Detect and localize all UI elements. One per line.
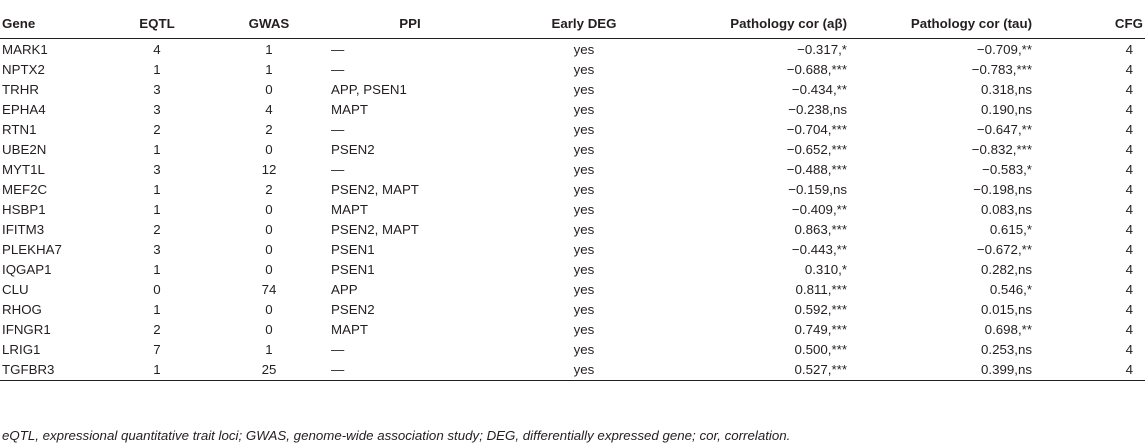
cell-cfg: 4 bbox=[1125, 241, 1133, 257]
cell-pathology-cor-tau: −0.198,ns bbox=[973, 181, 1032, 197]
table-row bbox=[0, 39, 1145, 60]
cell-eqtl: 1 bbox=[153, 181, 161, 197]
table-row bbox=[0, 320, 1145, 340]
cell-ppi: PSEN2, MAPT bbox=[331, 221, 419, 237]
cell-gwas: 12 bbox=[261, 161, 277, 177]
cell-early-deg: yes bbox=[573, 241, 595, 257]
header-pathology-cor-ab: Pathology cor (aβ) bbox=[679, 8, 847, 39]
cell-early-deg: yes bbox=[573, 342, 595, 358]
cell-pathology-cor-ab: −0.317,* bbox=[797, 41, 847, 57]
cell-early-deg: yes bbox=[573, 181, 595, 197]
cell-cfg: 4 bbox=[1125, 262, 1133, 278]
cell-eqtl: 2 bbox=[153, 221, 161, 237]
cell-ppi: APP bbox=[331, 282, 358, 298]
cell-ppi: PSEN1 bbox=[331, 262, 375, 278]
cell-pathology-cor-ab: −0.652,*** bbox=[786, 141, 847, 157]
cell-pathology-cor-tau: 0.253,ns bbox=[980, 342, 1032, 358]
cell-ppi: PSEN2, MAPT bbox=[331, 181, 419, 197]
header-ppi: PPI bbox=[331, 8, 489, 39]
cell-gene: CLU bbox=[2, 282, 29, 298]
cell-ppi: — bbox=[331, 121, 345, 137]
cell-ppi: — bbox=[331, 161, 345, 177]
header-cfg: CFG bbox=[1032, 8, 1145, 39]
cell-gene: IFNGR1 bbox=[2, 322, 51, 338]
cell-eqtl: 3 bbox=[153, 241, 161, 257]
cell-early-deg: yes bbox=[573, 121, 595, 137]
cell-eqtl: 2 bbox=[153, 121, 161, 137]
cell-pathology-cor-tau: 0.015,ns bbox=[980, 302, 1032, 318]
cell-gwas: 0 bbox=[265, 241, 273, 257]
cell-gene: MYT1L bbox=[2, 161, 45, 177]
cell-cfg: 4 bbox=[1125, 121, 1133, 137]
cell-eqtl: 1 bbox=[107, 360, 207, 381]
cell-gwas: 0 bbox=[265, 81, 273, 97]
cell-early-deg: yes bbox=[573, 262, 595, 278]
cell-pathology-cor-ab: 0.749,*** bbox=[794, 322, 847, 338]
cell-gene: MEF2C bbox=[2, 181, 48, 197]
cell-pathology-cor-ab: −0.238,ns bbox=[788, 101, 847, 117]
cell-gwas: 25 bbox=[207, 360, 331, 381]
cell-early-deg: yes bbox=[573, 221, 595, 237]
cell-ppi: — bbox=[331, 41, 345, 57]
cell-early-deg: yes bbox=[573, 81, 595, 97]
table-row bbox=[0, 340, 1145, 360]
table-row bbox=[0, 280, 1145, 300]
table-row bbox=[0, 139, 1145, 159]
cell-gwas: 2 bbox=[265, 121, 273, 137]
cell-pathology-cor-tau: 0.399,ns bbox=[847, 360, 1032, 381]
header-pathology-cor-tau: Pathology cor (tau) bbox=[847, 8, 1032, 39]
cell-gwas: 1 bbox=[265, 342, 273, 358]
cell-cfg: 4 bbox=[1125, 101, 1133, 117]
cell-eqtl: 1 bbox=[153, 262, 161, 278]
header-eqtl: EQTL bbox=[107, 8, 207, 39]
cell-cfg: 4 bbox=[1125, 81, 1133, 97]
cell-cfg: 4 bbox=[1125, 141, 1133, 157]
cell-pathology-cor-ab: 0.811,*** bbox=[795, 282, 847, 298]
cell-gwas: 4 bbox=[265, 101, 273, 117]
cell-pathology-cor-ab: −0.409,** bbox=[791, 201, 847, 217]
table-row bbox=[0, 179, 1145, 199]
cell-gene: RHOG bbox=[2, 302, 42, 318]
cell-early-deg: yes bbox=[489, 360, 679, 381]
cell-pathology-cor-tau: −0.583,* bbox=[982, 161, 1032, 177]
cell-gwas: 0 bbox=[265, 262, 273, 278]
cell-eqtl: 3 bbox=[153, 161, 161, 177]
cell-ppi: PSEN1 bbox=[331, 241, 375, 257]
cell-early-deg: yes bbox=[573, 61, 595, 77]
cell-gene: PLEKHA7 bbox=[2, 241, 62, 257]
cell-cfg: 4 bbox=[1125, 181, 1133, 197]
cell-pathology-cor-tau: 0.546,* bbox=[989, 282, 1032, 298]
cell-eqtl: 3 bbox=[153, 101, 161, 117]
table-row bbox=[0, 219, 1145, 239]
table-row bbox=[0, 59, 1145, 79]
cell-gwas: 0 bbox=[265, 322, 273, 338]
cell-gwas: 74 bbox=[261, 282, 277, 298]
cell-pathology-cor-ab: −0.688,*** bbox=[786, 61, 847, 77]
cell-pathology-cor-ab: 0.527,*** bbox=[679, 360, 847, 381]
cell-cfg: 4 bbox=[1032, 360, 1145, 381]
cell-ppi: MAPT bbox=[331, 101, 368, 117]
cell-early-deg: yes bbox=[573, 101, 595, 117]
cell-ppi: APP, PSEN1 bbox=[331, 81, 407, 97]
table-row bbox=[0, 159, 1145, 179]
cell-gene: RTN1 bbox=[2, 121, 37, 137]
cell-pathology-cor-ab: −0.159,ns bbox=[788, 181, 847, 197]
cell-cfg: 4 bbox=[1125, 61, 1133, 77]
cell-gene: TGFBR3 bbox=[0, 360, 107, 381]
cell-pathology-cor-ab: 0.500,*** bbox=[794, 342, 847, 358]
table-row bbox=[0, 79, 1145, 99]
cell-pathology-cor-tau: −0.709,** bbox=[976, 41, 1032, 57]
cell-pathology-cor-tau: −0.783,*** bbox=[971, 61, 1032, 77]
table-row bbox=[0, 99, 1145, 119]
cell-cfg: 4 bbox=[1125, 342, 1133, 358]
table-row bbox=[0, 199, 1145, 219]
table-row bbox=[0, 260, 1145, 280]
cell-ppi: PSEN2 bbox=[331, 302, 375, 318]
cell-cfg: 4 bbox=[1125, 201, 1133, 217]
cell-cfg: 4 bbox=[1125, 161, 1133, 177]
cell-early-deg: yes bbox=[573, 41, 595, 57]
cell-pathology-cor-ab: −0.443,** bbox=[791, 241, 847, 257]
cell-pathology-cor-tau: 0.083,ns bbox=[980, 201, 1032, 217]
cell-ppi: PSEN2 bbox=[331, 141, 375, 157]
cell-gene: MARK1 bbox=[2, 41, 48, 57]
cell-cfg: 4 bbox=[1125, 322, 1133, 338]
cell-eqtl: 1 bbox=[153, 302, 161, 318]
cell-cfg: 4 bbox=[1125, 302, 1133, 318]
table-row bbox=[0, 360, 1145, 381]
cell-cfg: 4 bbox=[1125, 221, 1133, 237]
table-row bbox=[0, 300, 1145, 320]
header-gwas: GWAS bbox=[207, 8, 331, 39]
cell-eqtl: 1 bbox=[153, 201, 161, 217]
table-row bbox=[0, 119, 1145, 139]
cell-gene: LRIG1 bbox=[2, 342, 41, 358]
cell-gene: IFITM3 bbox=[2, 221, 45, 237]
cell-pathology-cor-tau: 0.282,ns bbox=[980, 262, 1032, 278]
table-body bbox=[0, 39, 1145, 381]
cell-gwas: 1 bbox=[265, 41, 273, 57]
cell-gwas: 0 bbox=[265, 221, 273, 237]
cell-eqtl: 7 bbox=[153, 342, 161, 358]
gene-table bbox=[0, 8, 1145, 381]
cell-early-deg: yes bbox=[573, 161, 595, 177]
cell-pathology-cor-ab: 0.310,* bbox=[804, 262, 847, 278]
cell-pathology-cor-tau: −0.832,*** bbox=[971, 141, 1032, 157]
cell-early-deg: yes bbox=[573, 201, 595, 217]
header-row bbox=[0, 8, 1145, 39]
cell-gwas: 1 bbox=[265, 61, 273, 77]
cell-pathology-cor-tau: 0.615,* bbox=[989, 221, 1032, 237]
cell-eqtl: 2 bbox=[153, 322, 161, 338]
cell-ppi: — bbox=[331, 61, 345, 77]
cell-pathology-cor-ab: 0.863,*** bbox=[794, 221, 847, 237]
cell-ppi: MAPT bbox=[331, 322, 368, 338]
cell-gene: IQGAP1 bbox=[2, 262, 52, 278]
cell-pathology-cor-tau: 0.698,** bbox=[984, 322, 1032, 338]
cell-gene: HSBP1 bbox=[2, 201, 46, 217]
cell-gwas: 0 bbox=[265, 201, 273, 217]
cell-ppi: — bbox=[331, 342, 345, 358]
cell-gwas: 2 bbox=[265, 181, 273, 197]
cell-eqtl: 3 bbox=[153, 81, 161, 97]
cell-ppi: — bbox=[331, 360, 489, 381]
cell-eqtl: 4 bbox=[153, 41, 161, 57]
cell-pathology-cor-tau: 0.190,ns bbox=[980, 101, 1032, 117]
cell-early-deg: yes bbox=[573, 322, 595, 338]
table-row bbox=[0, 239, 1145, 259]
table-footnote: eQTL, expressional quantitative trait loci; GWAS, genome-wide association study; DEG, differentially expressed gene; cor, correlation. bbox=[2, 428, 791, 443]
cell-gene: TRHR bbox=[2, 81, 39, 97]
cell-gene: EPHA4 bbox=[2, 101, 46, 117]
cell-pathology-cor-tau: −0.672,** bbox=[976, 241, 1032, 257]
cell-eqtl: 1 bbox=[153, 141, 161, 157]
cell-pathology-cor-ab: −0.704,*** bbox=[786, 121, 847, 137]
cell-gene: UBE2N bbox=[2, 141, 47, 157]
cell-pathology-cor-tau: 0.318,ns bbox=[980, 81, 1032, 97]
cell-cfg: 4 bbox=[1125, 41, 1133, 57]
cell-cfg: 4 bbox=[1125, 282, 1133, 298]
cell-gwas: 0 bbox=[265, 302, 273, 318]
cell-pathology-cor-ab: 0.592,*** bbox=[794, 302, 847, 318]
cell-early-deg: yes bbox=[573, 282, 595, 298]
header-early-deg: Early DEG bbox=[489, 8, 679, 39]
cell-pathology-cor-tau: −0.647,** bbox=[976, 121, 1032, 137]
cell-ppi: MAPT bbox=[331, 201, 368, 217]
cell-early-deg: yes bbox=[573, 302, 595, 318]
header-gene: Gene bbox=[0, 8, 107, 39]
cell-eqtl: 1 bbox=[153, 61, 161, 77]
cell-gene: NPTX2 bbox=[2, 61, 45, 77]
cell-pathology-cor-ab: −0.488,*** bbox=[786, 161, 847, 177]
cell-gwas: 0 bbox=[265, 141, 273, 157]
cell-pathology-cor-ab: −0.434,** bbox=[791, 81, 847, 97]
cell-eqtl: 0 bbox=[153, 282, 161, 298]
cell-early-deg: yes bbox=[573, 141, 595, 157]
